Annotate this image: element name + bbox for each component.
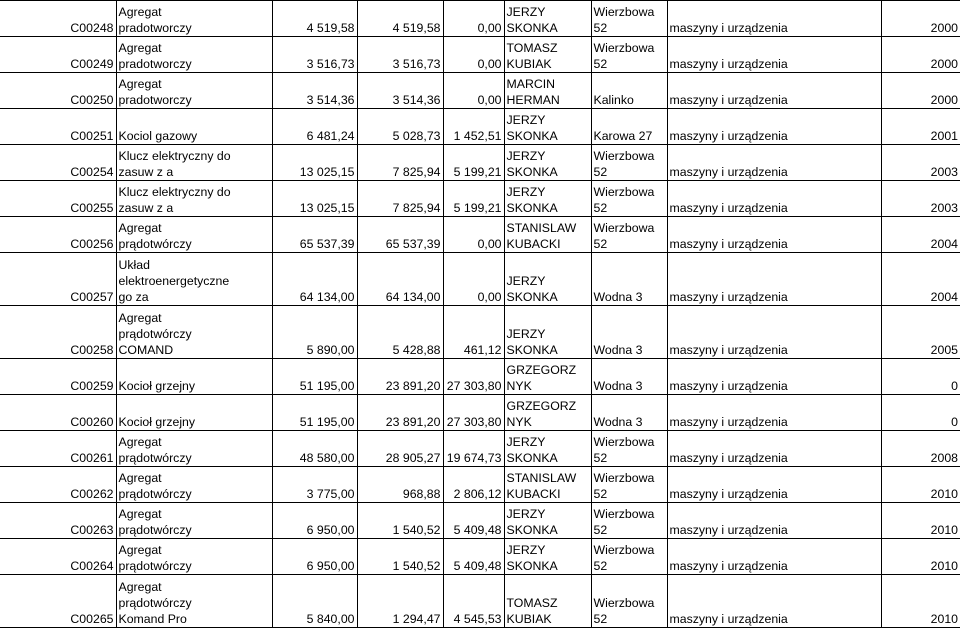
depreciation-value: 7 825,94: [357, 145, 443, 181]
responsible-person: JERZY SKONKA: [504, 306, 591, 359]
table-body: [0, 1, 960, 628]
location: Wierzbowa 52: [591, 217, 667, 253]
table-row: [0, 217, 960, 253]
depreciation-value: 4 519,58: [357, 1, 443, 37]
initial-value: 3 516,73: [272, 37, 357, 73]
asset-category: maszyny i urządzenia: [667, 181, 881, 217]
asset-name: Układ elektroenergetyczne go za: [116, 253, 272, 306]
asset-category: maszyny i urządzenia: [667, 359, 881, 395]
asset-category: maszyny i urządzenia: [667, 575, 881, 628]
acquisition-year: 2008: [881, 431, 960, 467]
acquisition-year: 0: [881, 359, 960, 395]
asset-category: maszyny i urządzenia: [667, 253, 881, 306]
initial-value: 4 519,58: [272, 1, 357, 37]
initial-value: 51 195,00: [272, 359, 357, 395]
asset-category: maszyny i urządzenia: [667, 395, 881, 431]
asset-code: C00250: [0, 73, 116, 109]
depreciation-value: 65 537,39: [357, 217, 443, 253]
asset-code: C00257: [0, 253, 116, 306]
net-value: 19 674,73: [443, 431, 504, 467]
net-value: 0,00: [443, 37, 504, 73]
asset-name: Agregat pradotworczy: [116, 37, 272, 73]
asset-name: Kocioł grzejny: [116, 359, 272, 395]
asset-category: maszyny i urządzenia: [667, 503, 881, 539]
asset-name: Agregat prądotwórczy: [116, 217, 272, 253]
net-value: 0,00: [443, 217, 504, 253]
acquisition-year: 2010: [881, 503, 960, 539]
asset-code: C00259: [0, 359, 116, 395]
net-value: 5 409,48: [443, 503, 504, 539]
responsible-person: JERZY SKONKA: [504, 539, 591, 575]
location: Wodna 3: [591, 306, 667, 359]
net-value: 0,00: [443, 253, 504, 306]
table-row: [0, 37, 960, 73]
location: Wierzbowa 52: [591, 145, 667, 181]
acquisition-year: 2005: [881, 306, 960, 359]
acquisition-year: 2004: [881, 217, 960, 253]
acquisition-year: 2000: [881, 1, 960, 37]
asset-code: C00265: [0, 575, 116, 628]
asset-code: C00264: [0, 539, 116, 575]
asset-code: C00263: [0, 503, 116, 539]
table-row: [0, 395, 960, 431]
asset-name: Klucz elektryczny do zasuw z a: [116, 181, 272, 217]
asset-code: C00256: [0, 217, 116, 253]
table-row: [0, 431, 960, 467]
table-row: [0, 73, 960, 109]
location: Wodna 3: [591, 253, 667, 306]
location: Wierzbowa 52: [591, 181, 667, 217]
asset-category: maszyny i urządzenia: [667, 467, 881, 503]
depreciation-value: 23 891,20: [357, 395, 443, 431]
asset-code: C00262: [0, 467, 116, 503]
table-row: [0, 359, 960, 395]
location: Wierzbowa 52: [591, 575, 667, 628]
responsible-person: GRZEGORZ NYK: [504, 359, 591, 395]
asset-code: C00249: [0, 37, 116, 73]
asset-name: Agregat prądotwórczy COMAND: [116, 306, 272, 359]
asset-category: maszyny i urządzenia: [667, 109, 881, 145]
initial-value: 3 775,00: [272, 467, 357, 503]
asset-name: Agregat prądotwórczy: [116, 467, 272, 503]
asset-name: Agregat prądotwórczy: [116, 503, 272, 539]
responsible-person: GRZEGORZ NYK: [504, 395, 591, 431]
asset-name: Agregat prądotwórczy Komand Pro: [116, 575, 272, 628]
depreciation-value: 3 516,73: [357, 37, 443, 73]
asset-code: C00261: [0, 431, 116, 467]
location: Wodna 3: [591, 395, 667, 431]
depreciation-value: 1 540,52: [357, 539, 443, 575]
acquisition-year: 2003: [881, 181, 960, 217]
depreciation-value: 64 134,00: [357, 253, 443, 306]
location: Wierzbowa 52: [591, 539, 667, 575]
asset-name: Agregat pradotworczy: [116, 73, 272, 109]
table-row: [0, 145, 960, 181]
asset-name: Klucz elektryczny do zasuw z a: [116, 145, 272, 181]
acquisition-year: 2004: [881, 253, 960, 306]
table-row: [0, 575, 960, 628]
asset-code: C00254: [0, 145, 116, 181]
initial-value: 6 950,00: [272, 539, 357, 575]
net-value: 5 409,48: [443, 539, 504, 575]
depreciation-value: 7 825,94: [357, 181, 443, 217]
depreciation-value: 5 028,73: [357, 109, 443, 145]
responsible-person: JERZY SKONKA: [504, 145, 591, 181]
acquisition-year: 2000: [881, 73, 960, 109]
asset-category: maszyny i urządzenia: [667, 431, 881, 467]
asset-category: maszyny i urządzenia: [667, 145, 881, 181]
depreciation-value: 1 294,47: [357, 575, 443, 628]
table-row: [0, 539, 960, 575]
net-value: 27 303,80: [443, 359, 504, 395]
location: Karowa 27: [591, 109, 667, 145]
initial-value: 5 890,00: [272, 306, 357, 359]
net-value: 1 452,51: [443, 109, 504, 145]
table-row: [0, 181, 960, 217]
initial-value: 51 195,00: [272, 395, 357, 431]
asset-name: Kociol gazowy: [116, 109, 272, 145]
asset-name: Agregat pradotworczy: [116, 1, 272, 37]
initial-value: 65 537,39: [272, 217, 357, 253]
asset-category: maszyny i urządzenia: [667, 73, 881, 109]
location: Wierzbowa 52: [591, 431, 667, 467]
asset-code: C00258: [0, 306, 116, 359]
location: Kalinko: [591, 73, 667, 109]
location: Wierzbowa 52: [591, 467, 667, 503]
location: Wierzbowa 52: [591, 1, 667, 37]
asset-code: C00255: [0, 181, 116, 217]
initial-value: 64 134,00: [272, 253, 357, 306]
initial-value: 3 514,36: [272, 73, 357, 109]
responsible-person: JERZY SKONKA: [504, 1, 591, 37]
net-value: 0,00: [443, 1, 504, 37]
responsible-person: TOMASZ KUBIAK: [504, 575, 591, 628]
net-value: 5 199,21: [443, 181, 504, 217]
table-row: [0, 1, 960, 37]
asset-code: C00251: [0, 109, 116, 145]
depreciation-value: 968,88: [357, 467, 443, 503]
responsible-person: JERZY SKONKA: [504, 431, 591, 467]
responsible-person: JERZY SKONKA: [504, 253, 591, 306]
table-row: [0, 503, 960, 539]
acquisition-year: 2003: [881, 145, 960, 181]
asset-category: maszyny i urządzenia: [667, 1, 881, 37]
table-row: [0, 306, 960, 359]
initial-value: 13 025,15: [272, 145, 357, 181]
depreciation-value: 3 514,36: [357, 73, 443, 109]
acquisition-year: 2010: [881, 539, 960, 575]
table-row: [0, 467, 960, 503]
table-row: [0, 253, 960, 306]
depreciation-value: 1 540,52: [357, 503, 443, 539]
net-value: 0,00: [443, 73, 504, 109]
asset-name: Agregat prądotwórczy: [116, 431, 272, 467]
depreciation-value: 23 891,20: [357, 359, 443, 395]
net-value: 2 806,12: [443, 467, 504, 503]
initial-value: 13 025,15: [272, 181, 357, 217]
depreciation-value: 5 428,88: [357, 306, 443, 359]
acquisition-year: 2010: [881, 575, 960, 628]
responsible-person: MARCIN HERMAN: [504, 73, 591, 109]
acquisition-year: 2001: [881, 109, 960, 145]
asset-name: Agregat prądotwórczy: [116, 539, 272, 575]
responsible-person: JERZY SKONKA: [504, 109, 591, 145]
asset-code: C00248: [0, 1, 116, 37]
initial-value: 48 580,00: [272, 431, 357, 467]
responsible-person: STANISLAW KUBACKI: [504, 217, 591, 253]
acquisition-year: 2000: [881, 37, 960, 73]
location: Wierzbowa 52: [591, 37, 667, 73]
location: Wierzbowa 52: [591, 503, 667, 539]
asset-category: maszyny i urządzenia: [667, 306, 881, 359]
initial-value: 6 950,00: [272, 503, 357, 539]
asset-category: maszyny i urządzenia: [667, 37, 881, 73]
responsible-person: STANISLAW KUBACKI: [504, 467, 591, 503]
depreciation-value: 28 905,27: [357, 431, 443, 467]
location: Wodna 3: [591, 359, 667, 395]
net-value: 461,12: [443, 306, 504, 359]
initial-value: 5 840,00: [272, 575, 357, 628]
asset-code: C00260: [0, 395, 116, 431]
table-row: [0, 109, 960, 145]
asset-name: Kocioł grzejny: [116, 395, 272, 431]
asset-category: maszyny i urządzenia: [667, 539, 881, 575]
acquisition-year: 0: [881, 395, 960, 431]
responsible-person: TOMASZ KUBIAK: [504, 37, 591, 73]
responsible-person: JERZY SKONKA: [504, 503, 591, 539]
net-value: 5 199,21: [443, 145, 504, 181]
responsible-person: JERZY SKONKA: [504, 181, 591, 217]
net-value: 27 303,80: [443, 395, 504, 431]
net-value: 4 545,53: [443, 575, 504, 628]
acquisition-year: 2010: [881, 467, 960, 503]
asset-category: maszyny i urządzenia: [667, 217, 881, 253]
initial-value: 6 481,24: [272, 109, 357, 145]
